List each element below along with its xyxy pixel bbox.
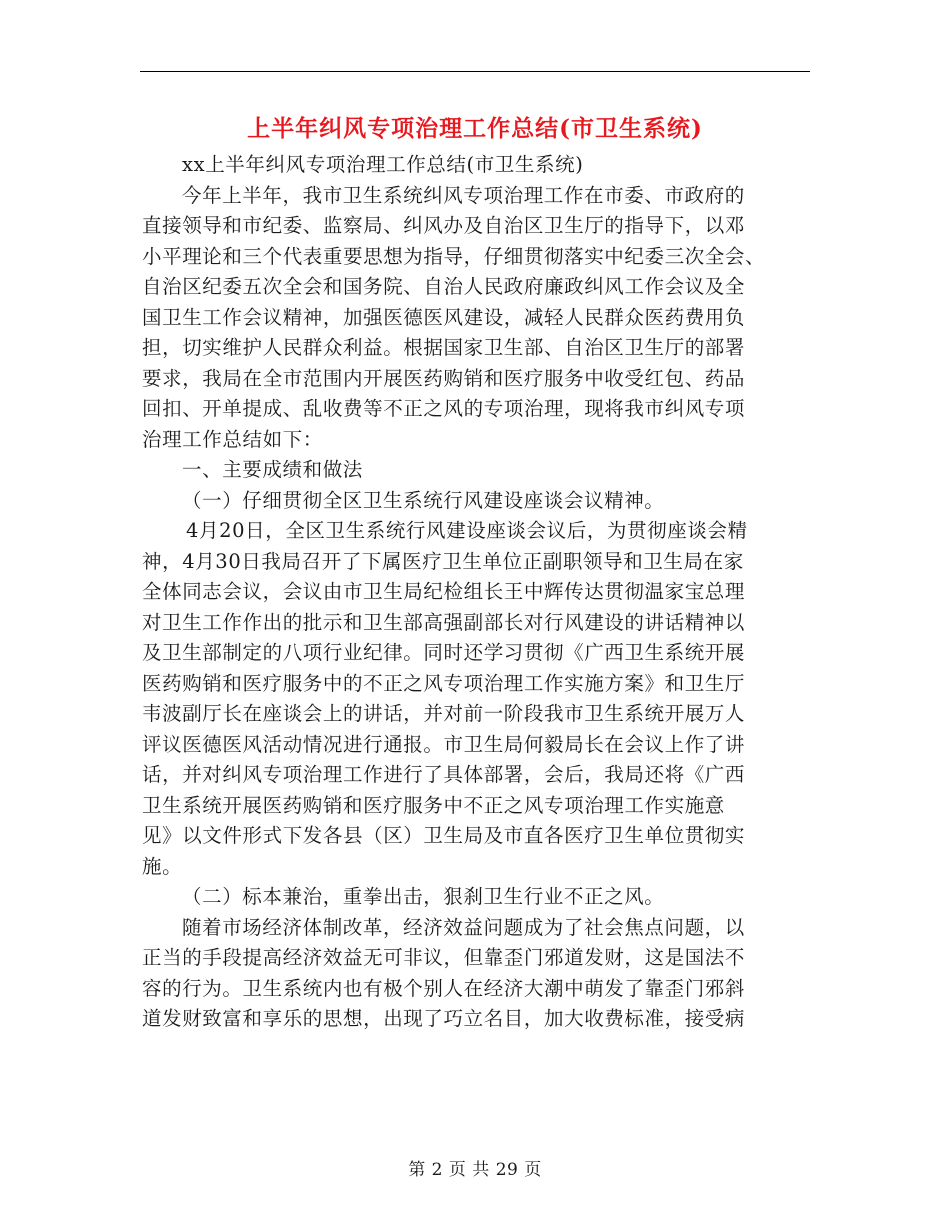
paragraph-line: 韦波副厅长在座谈会上的讲话，并对前一阶段我市卫生系统开展万人: [142, 702, 746, 725]
header-divider: [140, 71, 810, 72]
paragraph-line: 话，并对纠风专项治理工作进行了具体部署，会后，我局还将《广西: [142, 763, 746, 786]
paragraph-line: 直接领导和市纪委、监察局、纠风办及自治区卫生厅的指导下，以邓: [142, 214, 746, 237]
paragraph-line: 卫生系统开展医药购销和医疗服务中不正之风专项治理工作实施意: [142, 793, 725, 817]
paragraph-line: 医药购销和医疗服务中的不正之风专项治理工作实施方案》和卫生厅: [142, 671, 746, 695]
subtitle-line: xx上半年纠风专项治理工作总结(市卫生系统): [182, 153, 584, 176]
paragraph-line: 治理工作总结如下：: [142, 427, 323, 451]
paragraph-line: 全体同志会议，会议由市卫生局纪检组长王中辉传达贯彻温家宝总理: [142, 580, 746, 603]
paragraph-line: 神，4月30日我局召开了下属医疗卫生单位正副职领导和卫生局在家: [142, 549, 744, 573]
document-title: 上半年纠风专项治理工作总结(市卫生系统): [247, 115, 703, 142]
paragraph-line: 自治区纪委五次全会和国务院、自治人民政府廉政纠风工作会议及全: [142, 275, 746, 298]
section-heading: 一、主要成绩和做法: [182, 458, 363, 481]
paragraph-line: 见》以文件形式下发各县（区）卫生局及市直各医疗卫生单位贯彻实: [142, 824, 746, 847]
paragraph-line: 回扣、开单提成、乱收费等不正之风的专项治理，现将我市纠风专项: [142, 397, 746, 420]
paragraph-line: 小平理论和三个代表重要思想为指导，仔细贯彻落实中纪委三次全会、: [142, 244, 766, 268]
paragraph-line: 要求，我局在全市范围内开展医药购销和医疗服务中收受红包、药品: [142, 366, 746, 390]
page-number: 第 2 页 共 29 页: [408, 1160, 542, 1180]
document-body: [142, 150, 806, 1035]
paragraph-line: 容的行为。卫生系统内也有极个别人在经济大潮中萌发了靠歪门邪斜: [142, 976, 746, 1000]
subsection-heading: （一）仔细贯彻全区卫生系统行风建设座谈会议精神。: [182, 488, 665, 512]
paragraph-line: 担，切实维护人民群众利益。根据国家卫生部、自治区卫生厅的部署: [142, 336, 746, 359]
paragraph-line: 国卫生工作会议精神，加强医德医风建设，减轻人民群众医药费用负: [142, 305, 746, 329]
paragraph-line: 及卫生部制定的八项行业纪律。同时还学习贯彻《广西卫生系统开展: [142, 641, 746, 664]
paragraph-line: 施。: [142, 854, 183, 878]
paragraph-line: 今年上半年，我市卫生系统纠风专项治理工作在市委、市政府的: [182, 183, 745, 207]
paragraph-line: 道发财致富和享乐的思想，出现了巧立名目，加大收费标准，接受病: [142, 1007, 746, 1030]
paragraph-line: 随着市场经济体制改革，经济效益问题成为了社会焦点问题，以: [182, 915, 745, 939]
paragraph-line: 正当的手段提高经济效益无可非议，但靠歪门邪道发财，这是国法不: [142, 946, 746, 969]
paragraph-line: 4月20日，全区卫生系统行风建设座谈会议后，为贯彻座谈会精: [186, 519, 748, 542]
subsection-heading: （二）标本兼治，重拳出击，狠刹卫生行业不正之风。: [182, 885, 665, 908]
paragraph-line: 对卫生工作作出的批示和卫生部高强副部长对行风建设的讲话精神以: [142, 610, 746, 634]
paragraph-line: 评议医德医风活动情况进行通报。市卫生局何毅局长在会议上作了讲: [142, 732, 746, 756]
